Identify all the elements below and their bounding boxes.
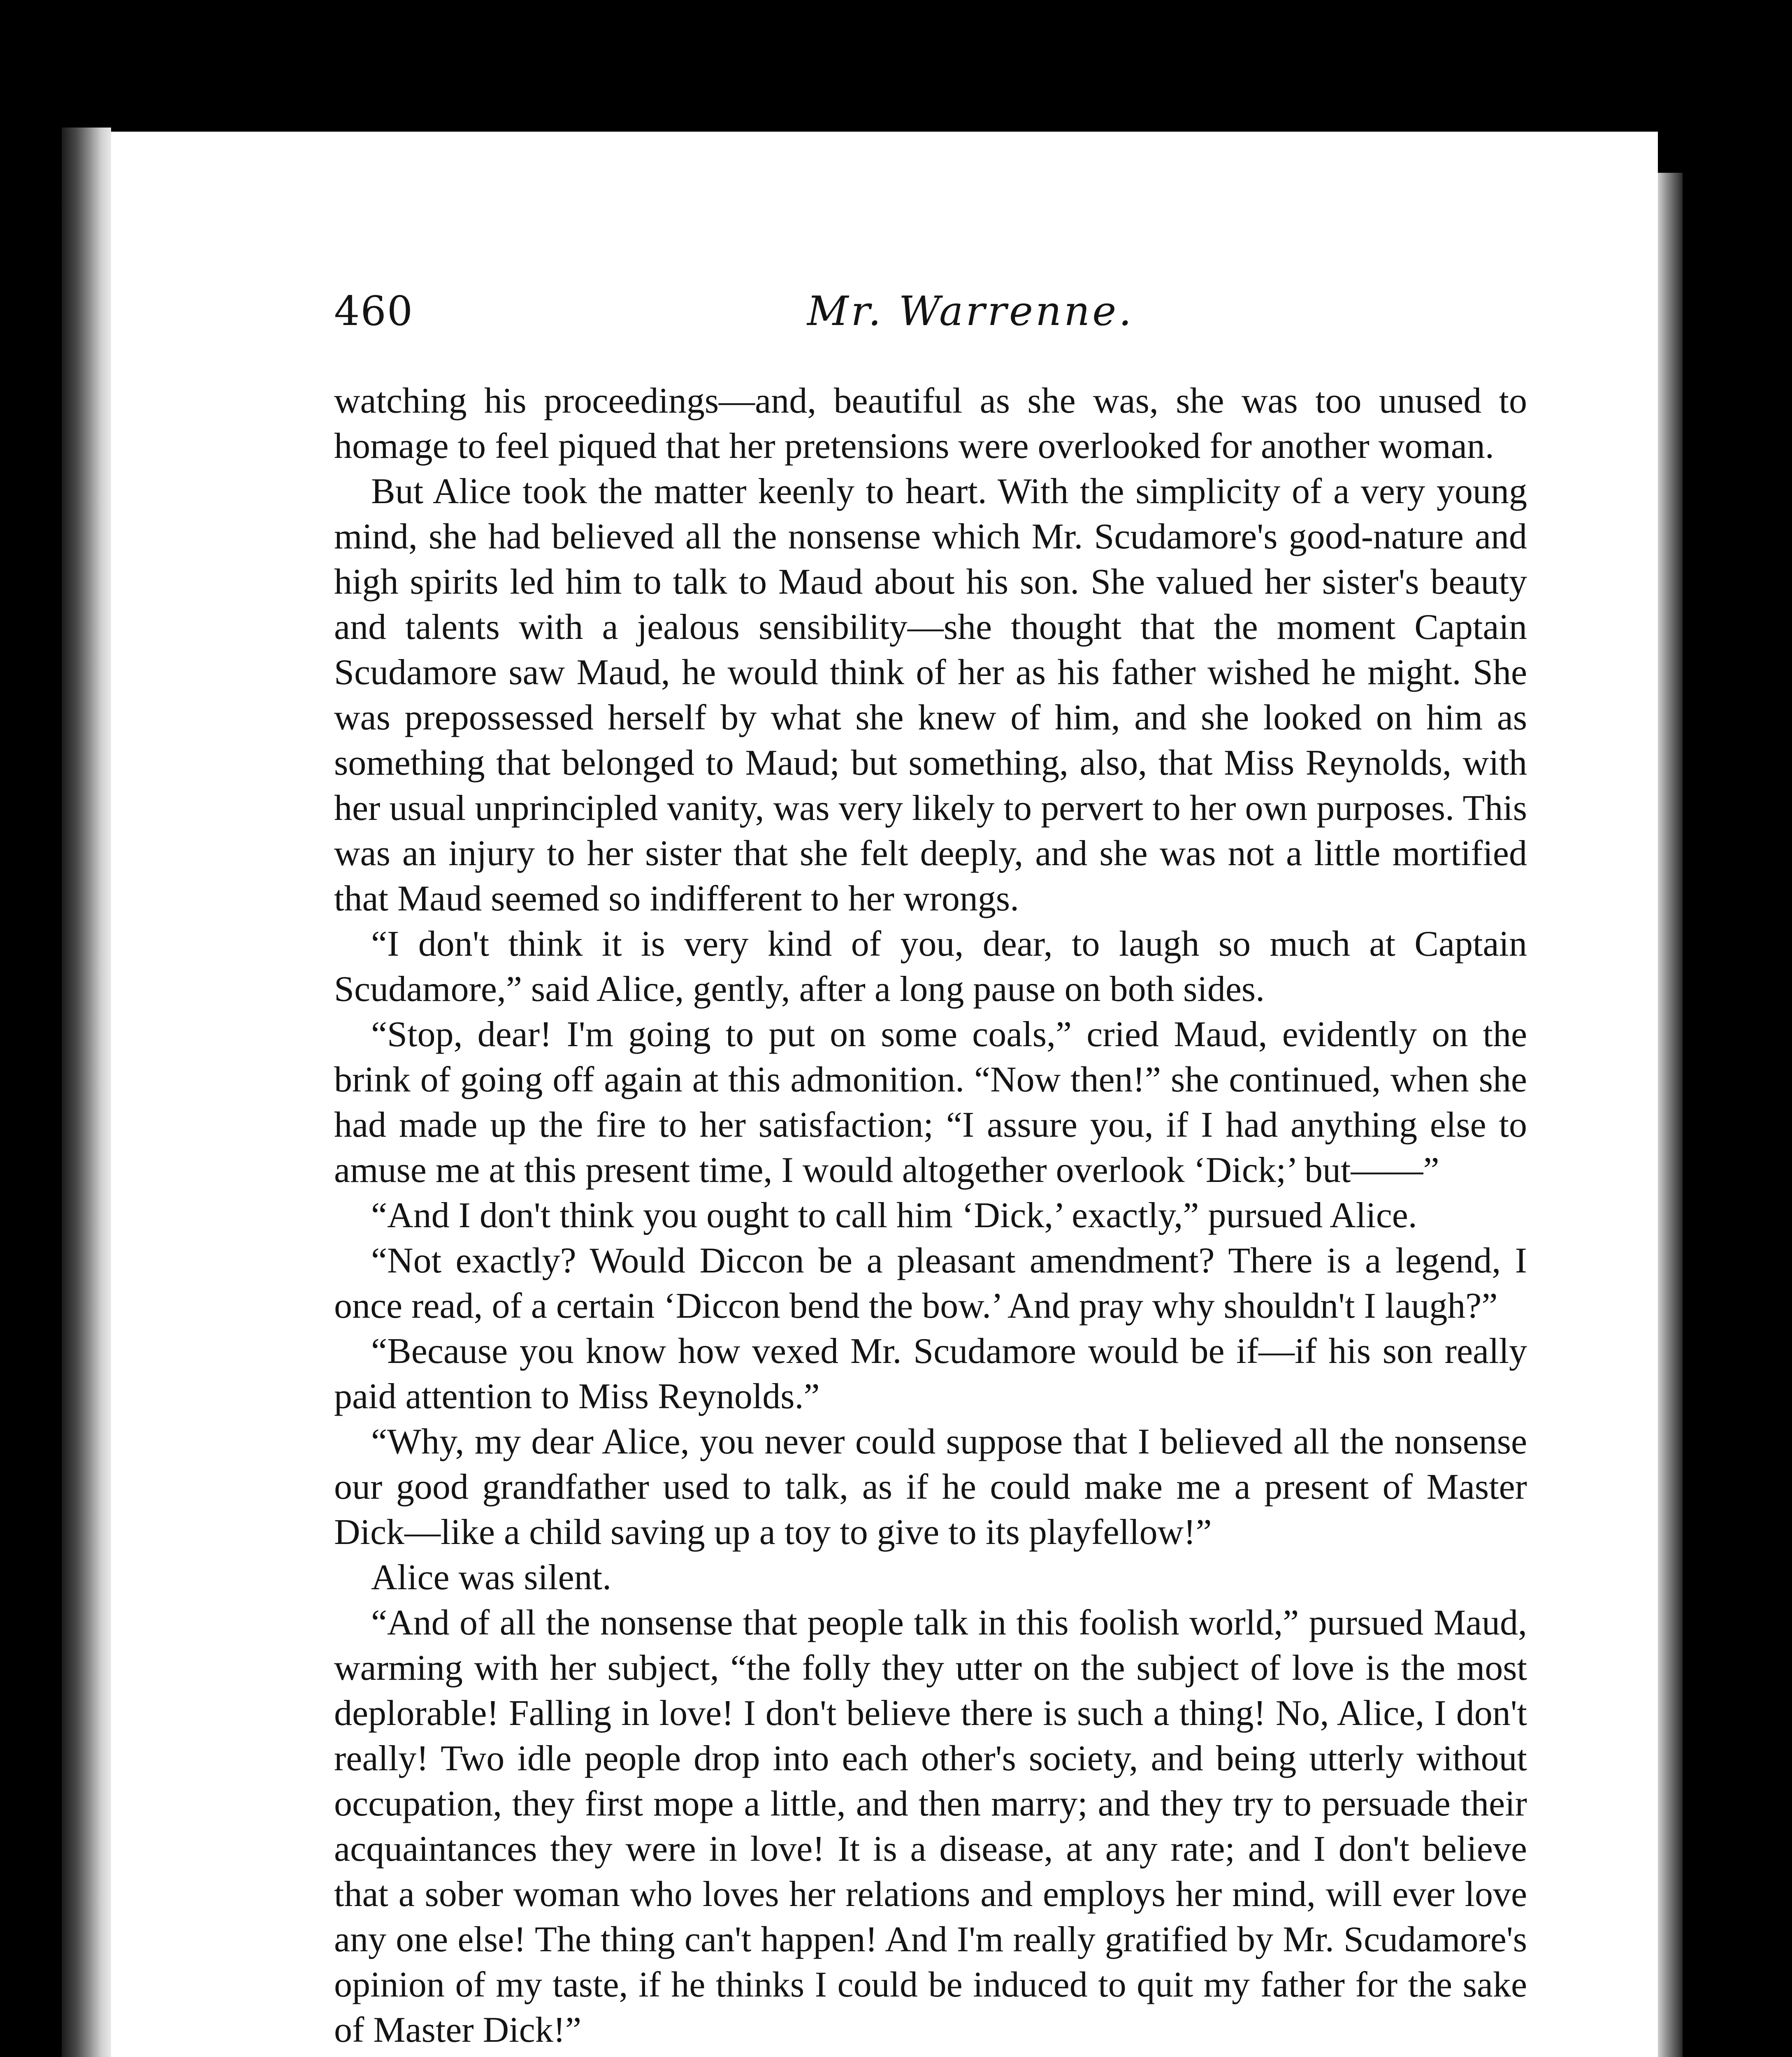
- book-spine-edge: [62, 128, 111, 2057]
- book-fore-edge: [1658, 173, 1683, 2057]
- running-head: [334, 288, 1527, 341]
- paragraph: “Because you know how vexed Mr. Scudamore would be if—if his son really paid attention to Miss Reynolds.”: [334, 1331, 1527, 1416]
- page-number: 460: [334, 288, 414, 335]
- paragraph: “I don't think it is very kind of you, dear, to laugh so much at Captain Scudamore,” said Alice, gently, after a long pause on both sides.: [334, 924, 1527, 1009]
- paragraph: Alice was silent.: [371, 1558, 612, 1597]
- paragraph: But Alice took the matter keenly to heart. With the simplicity of a very young mind, she had believed all the nonsense which Mr. Scudamore's good-nature and high spirits led him to talk to Maud about his son. She valued her sister's beauty and talents with a jealous sensibility—she thought that the moment Captain Scudamore saw Maud, he would think of her as his father wished he might. She was prepossessed herself by what she knew of him, and she looked on him as something that belonged to Maud; but something, also, that Miss Reynolds, with her usual unprincipled vanity, was very likely to pervert to her own purposes. This was an injury to her sister that she felt deeply, and she was not a little mortified that Maud seemed so indifferent to her wrongs.: [334, 471, 1527, 919]
- paragraph: “Not exactly? Would Diccon be a pleasant amendment? There is a legend, I once read, of a certain ‘Diccon bend the bow.’ And pray why shouldn't I laugh?”: [334, 1241, 1527, 1326]
- running-title: Mr. Warrenne.: [807, 288, 1134, 335]
- paragraph: “Why, my dear Alice, you never could suppose that I believed all the nonsense our good grandfather used to talk, as if he could make me a present of Master Dick—like a child saving up a toy to give to its playfellow!”: [334, 1422, 1527, 1552]
- body-text: [334, 378, 1527, 2053]
- paragraph: “And of all the nonsense that people talk in this foolish world,” pursued Maud, warming with her subject, “the folly they utter on the subject of love is the most deplorable! Falling in love! I don't believe there is such a thing! No, Alice, I don't really! Two idle people drop into each other's society, and being utterly without occupation, they first mope a little, and then marry; and they try to persuade their acquaintances they were in love! It is a disease, at any rate; and I don't believe that a sober woman who loves her relations and employs her mind, will ever love any one else! The thing can't happen! And I'm really gratified by Mr. Scudamore's opinion of my taste, if he thinks I could be induced to quit my father for the sake of Master Dick!”: [334, 1603, 1527, 2050]
- paragraph: watching his proceedings—and, beautiful as she was, she was too unused to homage to feel piqued that her pretensions were overlooked for another woman.: [334, 381, 1527, 466]
- paragraph: “And I don't think you ought to call him ‘Dick,’ exactly,” pursued Alice.: [371, 1196, 1417, 1235]
- paragraph: “Stop, dear! I'm going to put on some coals,” cried Maud, evidently on the brink of going off again at this admonition. “Now then!” she continued, when she had made up the fire to her satisfaction; “I assure you, if I had anything else to amuse me at this present time, I would altogether overlook ‘Dick;’ but——”: [334, 1015, 1527, 1190]
